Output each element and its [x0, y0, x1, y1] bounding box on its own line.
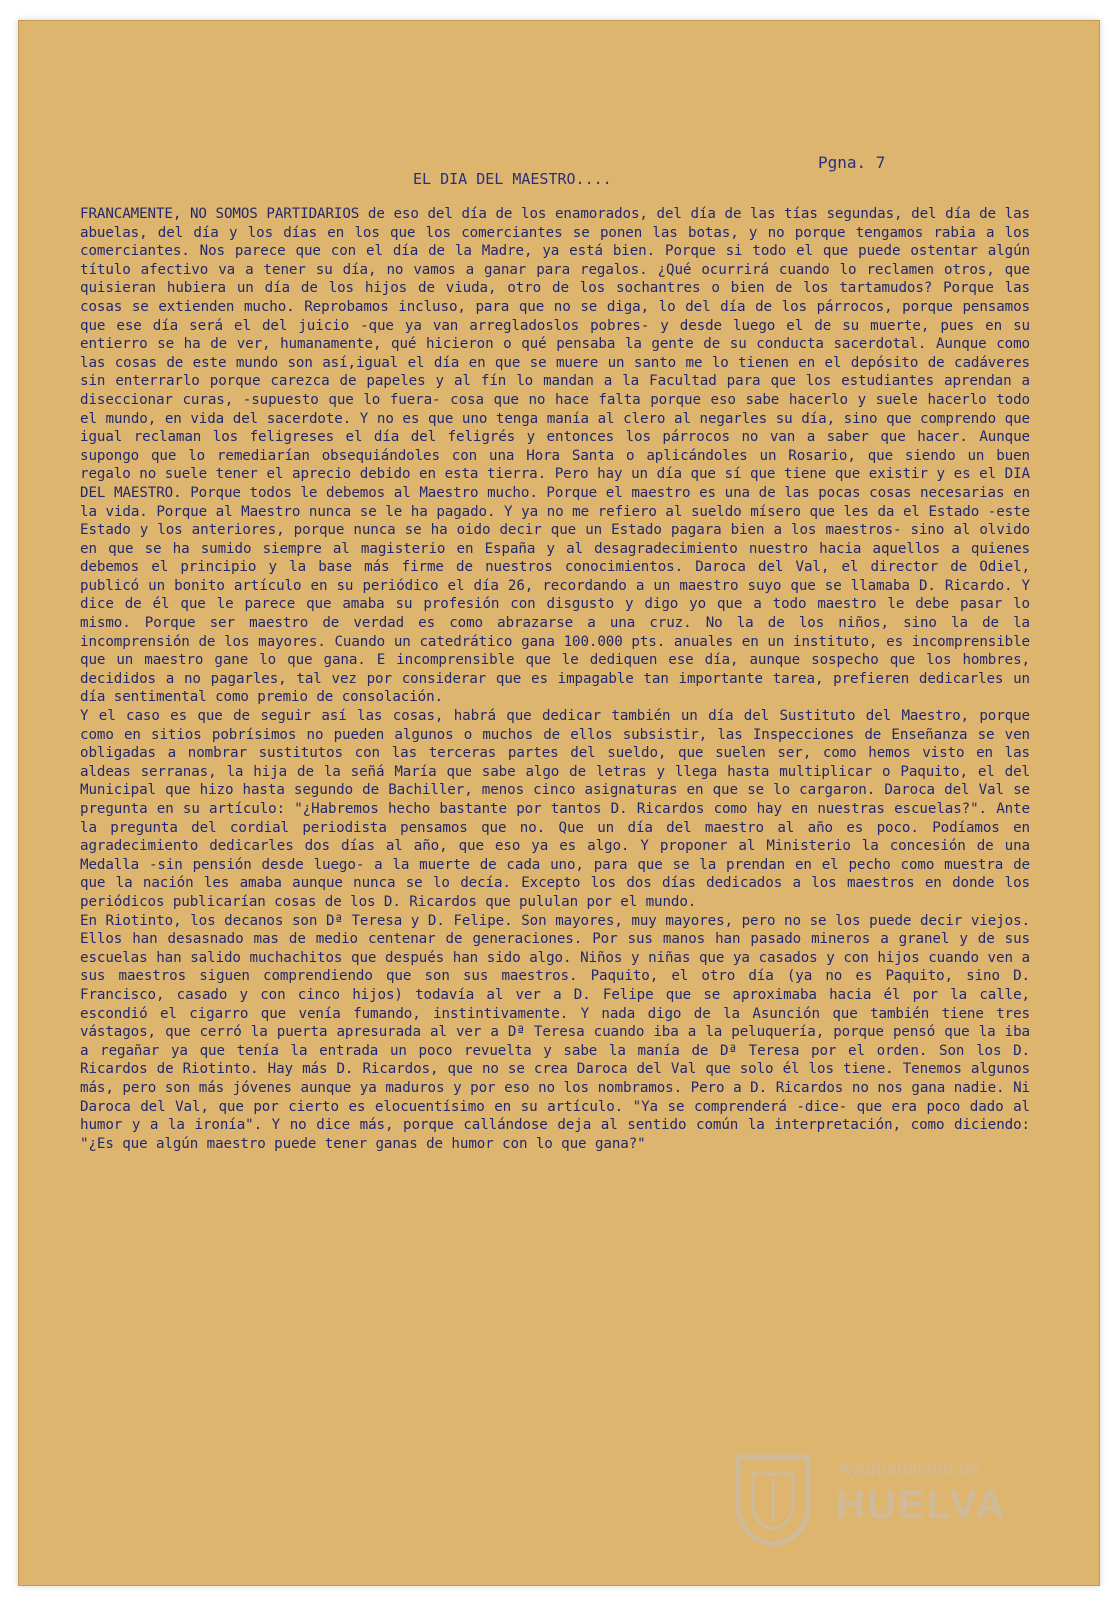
archive-watermark [718, 1445, 1078, 1555]
page-number: Pgna. 7 [818, 153, 886, 172]
paragraph-1: FRANCAMENTE, NO SOMOS PARTIDARIOS de eso del día de los enamorados, del día de las tías segundas, del día de las abuelas, del día y los días en los que los comerciantes se ponen las botas, y no porque tengamos rabia a los comerciantes. Nos parece que con el día de la Madre, ya está bien. Porque si todo el que puede ostentar algún título afectivo va a tener su día, no vamos a ganar para regalos. ¿Qué ocurrirá cuando lo reclamen otros, que quisieran hubiera un día de los hijos de viuda, otro de los sochantres o bien de los tartamudos? Porque las cosas se extienden mucho. Reprobamos incluso, para que no se diga, lo del día de los párrocos, porque pensamos que ese día será el del juicio -que ya van arregladoslos pobres- y desde luego el de su muerte, pues en su entierro se ha de ver, humanamente, qué hicieron o qué pensaba la gente de su conducta sacerdotal. Aunque como las cosas de este mundo son así,igual el día en que se muere un santo me lo tienen en el depósito de cadáveres sin enterrarlo porque carezca de papeles y al fín lo mandan a la Facultad para que los estudiantes aprendan a diseccionar curas, -supuesto que lo fuera- cosa que no hace falta porque eso sabe hacerlo y suele hacerlo todo el mundo, en vida del sacerdote. Y no es que uno tenga manía al clero al negarles su día, sino que comprendo que igual reclaman los feligreses el día del feligrés y entonces los párrocos no van a saber que hacer. Aunque supongo que lo remediarían obsequiándoles con una Hora Santa o aplicándoles un Rosario, que siendo un buen regalo no suele tener el aprecio debido en esta tierra. Pero hay un día que sí que tiene que existir y es el DIA DEL MAESTRO. Porque todos le debemos al Maestro mucho. Porque el maestro es una de las pocas cosas necesarias en la vida. Porque al Maestro nunca se le ha pagado. Y ya no me refiero al sueldo mísero que les da el Estado -este Estado y los anteriores, porque nunca se ha oido decir que un Estado pagara bien a los maestros- sino al olvido en que se ha sumido siempre al magisterio en España y al desagradecimiento nuestro hacia aquellos a quienes debemos el principio y la base más firme de nuestros conocimientos. Daroca del Val, el director de Odiel, publicó un bonito artículo en su periódico el día 26, recordando a un maestro suyo que se llamaba D. Ricardo. Y dice de él que le parece que amaba su profesión con disgusto y digo yo que a todo maestro le debe pasar lo mismo. Porque ser maestro de verdad es como abrazarse a una cruz. No la de los niños, sino la de la incomprensión de los mayores. Cuando un catedrático gana 100.000 pts. anuales en un instituto, es incomprensible que un maestro gane lo que gana. E incomprensible que le dediquen ese día, aunque sospecho que los hombres, decididos a no pagarles, tal vez por considerar que es impagable tan importante tarea, prefieren dedicarles un día sentimental como premio de consolación. [80, 206, 1030, 706]
paragraph-2: Y el caso es que de seguir así las cosas, habrá que dedicar también un día del Sustituto del Maestro, porque como en sitios pobrísimos no pueden algunos o muchos de ellos subsistir, las Inspecciones de Enseñanza se ven obligadas a nombrar sustitutos con las terceras partes del sueldo, que suelen ser, como hemos visto en las aldeas serranas, la hija de la señá María que sabe algo de letras y llega hasta multiplicar o Paquito, el del Municipal que hizo hasta segundo de Bachiller, menos cinco asignaturas en que se lo cargaron. Daroca del Val se pregunta en su artículo: "¿Habremos hecho bastante por tantos D. Ricardos como hay en nuestras escuelas?". Ante la pregunta del cordial periodista pensamos que no. Que un día del maestro al año es poco. Podíamos en agradecimiento dedicarles dos días al año, que eso ya es algo. Y proponer al Ministerio la concesión de una Medalla -sin pensión desde luego- a la muerte de cada uno, para que se la prendan en el pecho como muestra de que la nación les amaba aunque nunca se lo decía. Excepto los dos días dedicados a los maestros en donde los periódicos publicarían cosas de los D. Ricardos que pululan por el mundo. [80, 708, 1030, 910]
article-title: EL DIA DEL MAESTRO.... [413, 170, 612, 188]
city-shield-icon [728, 1449, 818, 1549]
watermark-line1: Ayuntamiento de [838, 1459, 981, 1480]
article-body [80, 205, 1030, 1153]
document-page [18, 20, 1100, 1586]
watermark-line2: HUELVA [836, 1483, 1007, 1527]
paragraph-3: En Riotinto, los decanos son Dª Teresa y D. Felipe. Son mayores, muy mayores, pero no se los puede decir viejos. Ellos han desasnado mas de medio centenar de generaciones. Por sus manos han pasado mineros a granel y de sus escuelas han salido muchachitos que después han sido algo. Niños y niñas que ya casados y con hijos cuando ven a sus maestros siguen comprendiendo que son sus maestros. Paquito, el otro día (ya no es Paquito, sino D. Francisco, casado y con cinco hijos) todavía al ver a D. Felipe que se aproximaba hacia él por la calle, escondió el cigarro que venía fumando, instintivamente. Y nada digo de la Asunción que también tiene tres vástagos, que cerró la puerta apresurada al ver a Dª Teresa cuando iba a la peluquería, porque pensó que la iba a regañar ya que tenía la entrada un poco revuelta y sabe la manía de Dª Teresa por el orden. Son los D. Ricardos de Riotinto. Hay más D. Ricardos, que no se crea Daroca del Val que solo él los tiene. Tenemos algunos más, pero son más jóvenes aunque ya maduros y por eso no los nombramos. Pero a D. Ricardos no nos gana nadie. Ni Daroca del Val, que por cierto es elocuentísimo en su artículo. "Ya se comprenderá -dice- que era poco dado al humor y a la ironía". Y no dice más, porque callándose deja al sentido común la interpretación, como diciendo: "¿Es que algún maestro puede tener ganas de humor con lo que gana?" [80, 912, 1030, 1152]
